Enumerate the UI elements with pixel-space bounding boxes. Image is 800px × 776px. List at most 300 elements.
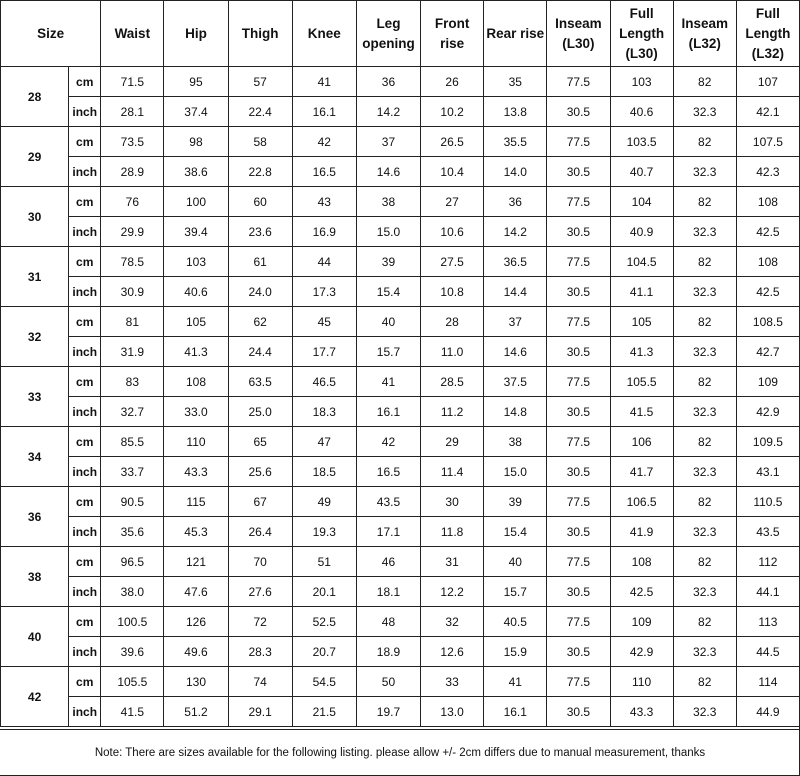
measurement-cell: 15.9 <box>484 637 547 667</box>
measurement-cell: 109.5 <box>736 427 799 457</box>
measurement-cell: 32.3 <box>673 577 736 607</box>
measurement-cell: 21.5 <box>292 697 356 727</box>
table-row <box>1 637 800 667</box>
measurement-cell: 58 <box>228 127 292 157</box>
measurement-cell: 77.5 <box>547 427 610 457</box>
measurement-cell: 76 <box>101 187 164 217</box>
measurement-cell: 82 <box>673 307 736 337</box>
measurement-cell: 37 <box>356 127 420 157</box>
measurement-cell: 10.6 <box>421 217 484 247</box>
measurement-cell: 82 <box>673 427 736 457</box>
measurement-cell: 82 <box>673 187 736 217</box>
size-label: 38 <box>1 547 69 607</box>
measurement-cell: 43.5 <box>356 487 420 517</box>
measurement-cell: 67 <box>228 487 292 517</box>
size-label: 31 <box>1 247 69 307</box>
table-row <box>1 577 800 607</box>
measurement-cell: 52.5 <box>292 607 356 637</box>
column-header: Waist <box>101 1 164 67</box>
measurement-cell: 33.0 <box>164 397 228 427</box>
column-header: Full Length (L32) <box>736 1 799 67</box>
measurement-cell: 19.3 <box>292 517 356 547</box>
measurement-cell: 15.7 <box>484 577 547 607</box>
measurement-cell: 77.5 <box>547 367 610 397</box>
measurement-cell: 121 <box>164 547 228 577</box>
measurement-cell: 82 <box>673 667 736 697</box>
measurement-cell: 36.5 <box>484 247 547 277</box>
measurement-cell: 107 <box>736 67 799 97</box>
measurement-cell: 82 <box>673 547 736 577</box>
measurement-cell: 83 <box>101 367 164 397</box>
measurement-cell: 71.5 <box>101 67 164 97</box>
measurement-cell: 43.5 <box>736 517 799 547</box>
measurement-cell: 32.3 <box>673 637 736 667</box>
table-row <box>1 607 800 637</box>
measurement-cell: 30.5 <box>547 457 610 487</box>
measurement-cell: 43 <box>292 187 356 217</box>
measurement-cell: 35.5 <box>484 127 547 157</box>
measurement-cell: 108 <box>736 247 799 277</box>
measurement-cell: 22.8 <box>228 157 292 187</box>
measurement-cell: 41 <box>292 67 356 97</box>
measurement-cell: 30.5 <box>547 517 610 547</box>
measurement-cell: 35.6 <box>101 517 164 547</box>
measurement-cell: 28.3 <box>228 637 292 667</box>
measurement-cell: 25.0 <box>228 397 292 427</box>
measurement-cell: 30.5 <box>547 397 610 427</box>
measurement-cell: 18.1 <box>356 577 420 607</box>
measurement-cell: 41.9 <box>610 517 673 547</box>
header-row <box>1 1 800 67</box>
measurement-cell: 40.6 <box>610 97 673 127</box>
measurement-cell: 32.3 <box>673 697 736 727</box>
measurement-cell: 105 <box>610 307 673 337</box>
measurement-cell: 110 <box>164 427 228 457</box>
measurement-cell: 41.1 <box>610 277 673 307</box>
measurement-cell: 82 <box>673 67 736 97</box>
measurement-cell: 49.6 <box>164 637 228 667</box>
measurement-cell: 81 <box>101 307 164 337</box>
measurement-cell: 32.3 <box>673 397 736 427</box>
measurement-cell: 30.5 <box>547 157 610 187</box>
measurement-cell: 103.5 <box>610 127 673 157</box>
measurement-cell: 42.7 <box>736 337 799 367</box>
measurement-cell: 49 <box>292 487 356 517</box>
measurement-cell: 41.3 <box>164 337 228 367</box>
table-row <box>1 127 800 157</box>
measurement-cell: 104 <box>610 187 673 217</box>
measurement-cell: 108 <box>736 187 799 217</box>
measurement-cell: 11.8 <box>421 517 484 547</box>
measurement-cell: 33 <box>421 667 484 697</box>
measurement-cell: 18.3 <box>292 397 356 427</box>
measurement-cell: 38.0 <box>101 577 164 607</box>
measurement-cell: 30 <box>421 487 484 517</box>
measurement-cell: 115 <box>164 487 228 517</box>
measurement-cell: 18.9 <box>356 637 420 667</box>
column-header: Inseam (L32) <box>673 1 736 67</box>
measurement-cell: 39.6 <box>101 637 164 667</box>
measurement-cell: 38.6 <box>164 157 228 187</box>
measurement-cell: 32 <box>421 607 484 637</box>
measurement-cell: 44.5 <box>736 637 799 667</box>
measurement-cell: 30.5 <box>547 337 610 367</box>
measurement-cell: 54.5 <box>292 667 356 697</box>
measurement-cell: 126 <box>164 607 228 637</box>
measurement-cell: 105.5 <box>101 667 164 697</box>
measurement-cell: 40 <box>484 547 547 577</box>
table-row <box>1 97 800 127</box>
unit-label: inch <box>69 217 101 247</box>
measurement-cell: 77.5 <box>547 547 610 577</box>
table-row <box>1 487 800 517</box>
measurement-cell: 12.2 <box>421 577 484 607</box>
measurement-cell: 16.1 <box>484 697 547 727</box>
measurement-cell: 30.5 <box>547 277 610 307</box>
measurement-cell: 22.4 <box>228 97 292 127</box>
measurement-cell: 26.4 <box>228 517 292 547</box>
measurement-cell: 90.5 <box>101 487 164 517</box>
measurement-cell: 38 <box>484 427 547 457</box>
measurement-cell: 14.2 <box>356 97 420 127</box>
measurement-cell: 50 <box>356 667 420 697</box>
table-row <box>1 277 800 307</box>
measurement-cell: 31.9 <box>101 337 164 367</box>
measurement-cell: 16.1 <box>292 97 356 127</box>
measurement-cell: 100.5 <box>101 607 164 637</box>
measurement-cell: 77.5 <box>547 607 610 637</box>
measurement-cell: 14.2 <box>484 217 547 247</box>
measurement-cell: 108 <box>610 547 673 577</box>
measurement-cell: 14.4 <box>484 277 547 307</box>
size-label: 28 <box>1 67 69 127</box>
unit-label: cm <box>69 307 101 337</box>
table-row <box>1 367 800 397</box>
measurement-cell: 29.9 <box>101 217 164 247</box>
measurement-cell: 37 <box>484 307 547 337</box>
measurement-cell: 23.6 <box>228 217 292 247</box>
measurement-cell: 30.5 <box>547 637 610 667</box>
measurement-cell: 17.1 <box>356 517 420 547</box>
size-label: 33 <box>1 367 69 427</box>
table-row <box>1 457 800 487</box>
measurement-cell: 103 <box>164 247 228 277</box>
measurement-cell: 40.6 <box>164 277 228 307</box>
measurement-cell: 14.0 <box>484 157 547 187</box>
measurement-cell: 30.5 <box>547 697 610 727</box>
unit-label: cm <box>69 487 101 517</box>
measurement-cell: 112 <box>736 547 799 577</box>
measurement-cell: 19.7 <box>356 697 420 727</box>
table-row <box>1 67 800 97</box>
measurement-cell: 82 <box>673 367 736 397</box>
measurement-cell: 104.5 <box>610 247 673 277</box>
measurement-cell: 10.2 <box>421 97 484 127</box>
size-label: 29 <box>1 127 69 187</box>
measurement-cell: 45.3 <box>164 517 228 547</box>
measurement-cell: 72 <box>228 607 292 637</box>
measurement-cell: 32.3 <box>673 337 736 367</box>
measurement-cell: 30.9 <box>101 277 164 307</box>
measurement-cell: 65 <box>228 427 292 457</box>
measurement-cell: 41.5 <box>610 397 673 427</box>
unit-label: inch <box>69 397 101 427</box>
table-row <box>1 427 800 457</box>
measurement-cell: 40.9 <box>610 217 673 247</box>
measurement-cell: 77.5 <box>547 247 610 277</box>
measurement-cell: 13.0 <box>421 697 484 727</box>
measurement-cell: 36 <box>484 187 547 217</box>
measurement-cell: 43.3 <box>610 697 673 727</box>
measurement-cell: 107.5 <box>736 127 799 157</box>
size-label: 30 <box>1 187 69 247</box>
measurement-cell: 82 <box>673 607 736 637</box>
measurement-cell: 43.3 <box>164 457 228 487</box>
unit-label: cm <box>69 127 101 157</box>
table-row <box>1 187 800 217</box>
measurement-cell: 113 <box>736 607 799 637</box>
measurement-cell: 20.1 <box>292 577 356 607</box>
unit-label: cm <box>69 427 101 457</box>
measurement-cell: 32.3 <box>673 157 736 187</box>
measurement-cell: 42.9 <box>736 397 799 427</box>
measurement-cell: 29.1 <box>228 697 292 727</box>
measurement-cell: 13.8 <box>484 97 547 127</box>
measurement-cell: 37.4 <box>164 97 228 127</box>
measurement-cell: 17.7 <box>292 337 356 367</box>
measurement-cell: 15.0 <box>356 217 420 247</box>
size-label: 40 <box>1 607 69 667</box>
measurement-cell: 40.5 <box>484 607 547 637</box>
measurement-cell: 42.3 <box>736 157 799 187</box>
measurement-cell: 30.5 <box>547 97 610 127</box>
measurement-cell: 46 <box>356 547 420 577</box>
measurement-cell: 39.4 <box>164 217 228 247</box>
table-row <box>1 337 800 367</box>
table-row <box>1 307 800 337</box>
measurement-cell: 16.1 <box>356 397 420 427</box>
measurement-cell: 37.5 <box>484 367 547 397</box>
measurement-cell: 108.5 <box>736 307 799 337</box>
column-header: Rear rise <box>484 1 547 67</box>
measurement-cell: 30.5 <box>547 217 610 247</box>
measurement-cell: 95 <box>164 67 228 97</box>
measurement-cell: 51.2 <box>164 697 228 727</box>
table-body <box>1 67 800 727</box>
measurement-cell: 110 <box>610 667 673 697</box>
column-header: Thigh <box>228 1 292 67</box>
measurement-cell: 32.3 <box>673 277 736 307</box>
measurement-cell: 44.1 <box>736 577 799 607</box>
measurement-cell: 41.3 <box>610 337 673 367</box>
column-header: Leg opening <box>356 1 420 67</box>
measurement-cell: 77.5 <box>547 127 610 157</box>
unit-label: inch <box>69 517 101 547</box>
measurement-cell: 70 <box>228 547 292 577</box>
measurement-cell: 42 <box>292 127 356 157</box>
measurement-cell: 77.5 <box>547 307 610 337</box>
measurement-cell: 32.7 <box>101 397 164 427</box>
measurement-note: Note: There are sizes available for the following listing. please allow +/- 2cm differs due to manual measurement, thanks <box>0 729 800 776</box>
column-header: Front rise <box>421 1 484 67</box>
measurement-cell: 42.5 <box>736 277 799 307</box>
unit-label: cm <box>69 247 101 277</box>
measurement-cell: 61 <box>228 247 292 277</box>
measurement-cell: 14.6 <box>356 157 420 187</box>
measurement-cell: 106.5 <box>610 487 673 517</box>
measurement-cell: 105 <box>164 307 228 337</box>
measurement-cell: 39 <box>484 487 547 517</box>
measurement-cell: 27 <box>421 187 484 217</box>
measurement-cell: 51 <box>292 547 356 577</box>
measurement-cell: 42.9 <box>610 637 673 667</box>
measurement-cell: 38 <box>356 187 420 217</box>
measurement-cell: 32.3 <box>673 97 736 127</box>
measurement-cell: 15.7 <box>356 337 420 367</box>
measurement-cell: 109 <box>610 607 673 637</box>
unit-label: inch <box>69 277 101 307</box>
table-row <box>1 397 800 427</box>
unit-label: cm <box>69 187 101 217</box>
measurement-cell: 28.5 <box>421 367 484 397</box>
column-header: Hip <box>164 1 228 67</box>
measurement-cell: 17.3 <box>292 277 356 307</box>
measurement-cell: 16.9 <box>292 217 356 247</box>
measurement-cell: 40 <box>356 307 420 337</box>
size-label: 32 <box>1 307 69 367</box>
measurement-cell: 42.5 <box>610 577 673 607</box>
measurement-cell: 11.0 <box>421 337 484 367</box>
table-row <box>1 217 800 247</box>
measurement-cell: 41.7 <box>610 457 673 487</box>
measurement-cell: 82 <box>673 127 736 157</box>
table-row <box>1 157 800 187</box>
measurement-cell: 32.3 <box>673 217 736 247</box>
measurement-cell: 42 <box>356 427 420 457</box>
measurement-cell: 24.0 <box>228 277 292 307</box>
measurement-cell: 45 <box>292 307 356 337</box>
measurement-cell: 48 <box>356 607 420 637</box>
measurement-cell: 41 <box>484 667 547 697</box>
table-row <box>1 547 800 577</box>
unit-label: inch <box>69 157 101 187</box>
size-label: 36 <box>1 487 69 547</box>
measurement-cell: 15.4 <box>356 277 420 307</box>
measurement-cell: 27.6 <box>228 577 292 607</box>
measurement-cell: 96.5 <box>101 547 164 577</box>
measurement-cell: 44.9 <box>736 697 799 727</box>
measurement-cell: 98 <box>164 127 228 157</box>
measurement-cell: 29 <box>421 427 484 457</box>
size-label: 34 <box>1 427 69 487</box>
measurement-cell: 74 <box>228 667 292 697</box>
measurement-cell: 32.3 <box>673 457 736 487</box>
column-header: Full Length (L30) <box>610 1 673 67</box>
measurement-cell: 40.7 <box>610 157 673 187</box>
measurement-cell: 15.4 <box>484 517 547 547</box>
measurement-cell: 105.5 <box>610 367 673 397</box>
unit-label: inch <box>69 637 101 667</box>
unit-label: cm <box>69 367 101 397</box>
measurement-cell: 47 <box>292 427 356 457</box>
measurement-cell: 41.5 <box>101 697 164 727</box>
measurement-cell: 73.5 <box>101 127 164 157</box>
measurement-cell: 109 <box>736 367 799 397</box>
measurement-cell: 41 <box>356 367 420 397</box>
measurement-cell: 78.5 <box>101 247 164 277</box>
unit-label: inch <box>69 457 101 487</box>
measurement-cell: 14.6 <box>484 337 547 367</box>
unit-label: cm <box>69 547 101 577</box>
measurement-cell: 36 <box>356 67 420 97</box>
measurement-cell: 77.5 <box>547 67 610 97</box>
measurement-cell: 130 <box>164 667 228 697</box>
measurement-cell: 12.6 <box>421 637 484 667</box>
measurement-cell: 33.7 <box>101 457 164 487</box>
measurement-cell: 82 <box>673 247 736 277</box>
measurement-cell: 114 <box>736 667 799 697</box>
measurement-cell: 26 <box>421 67 484 97</box>
unit-label: inch <box>69 97 101 127</box>
measurement-cell: 11.4 <box>421 457 484 487</box>
measurement-cell: 77.5 <box>547 487 610 517</box>
measurement-cell: 85.5 <box>101 427 164 457</box>
measurement-cell: 77.5 <box>547 187 610 217</box>
measurement-cell: 32.3 <box>673 517 736 547</box>
measurement-cell: 43.1 <box>736 457 799 487</box>
size-label: 42 <box>1 667 69 727</box>
measurement-cell: 31 <box>421 547 484 577</box>
measurement-cell: 60 <box>228 187 292 217</box>
measurement-cell: 25.6 <box>228 457 292 487</box>
measurement-cell: 63.5 <box>228 367 292 397</box>
table-row <box>1 517 800 547</box>
unit-label: cm <box>69 667 101 697</box>
measurement-cell: 14.8 <box>484 397 547 427</box>
unit-label: inch <box>69 577 101 607</box>
measurement-cell: 108 <box>164 367 228 397</box>
measurement-cell: 26.5 <box>421 127 484 157</box>
measurement-cell: 100 <box>164 187 228 217</box>
measurement-cell: 18.5 <box>292 457 356 487</box>
unit-label: inch <box>69 337 101 367</box>
measurement-cell: 24.4 <box>228 337 292 367</box>
measurement-cell: 39 <box>356 247 420 277</box>
measurement-cell: 10.8 <box>421 277 484 307</box>
unit-label: cm <box>69 67 101 97</box>
measurement-cell: 82 <box>673 487 736 517</box>
measurement-cell: 106 <box>610 427 673 457</box>
measurement-cell: 47.6 <box>164 577 228 607</box>
measurement-cell: 28.9 <box>101 157 164 187</box>
table-row <box>1 697 800 727</box>
measurement-cell: 20.7 <box>292 637 356 667</box>
measurement-cell: 10.4 <box>421 157 484 187</box>
table-row <box>1 247 800 277</box>
column-header: Inseam (L30) <box>547 1 610 67</box>
column-header: Knee <box>292 1 356 67</box>
measurement-cell: 44 <box>292 247 356 277</box>
measurement-cell: 62 <box>228 307 292 337</box>
measurement-cell: 28 <box>421 307 484 337</box>
measurement-cell: 28.1 <box>101 97 164 127</box>
measurement-cell: 46.5 <box>292 367 356 397</box>
measurement-cell: 11.2 <box>421 397 484 427</box>
measurement-cell: 16.5 <box>292 157 356 187</box>
unit-label: cm <box>69 607 101 637</box>
measurement-cell: 42.5 <box>736 217 799 247</box>
measurement-cell: 16.5 <box>356 457 420 487</box>
